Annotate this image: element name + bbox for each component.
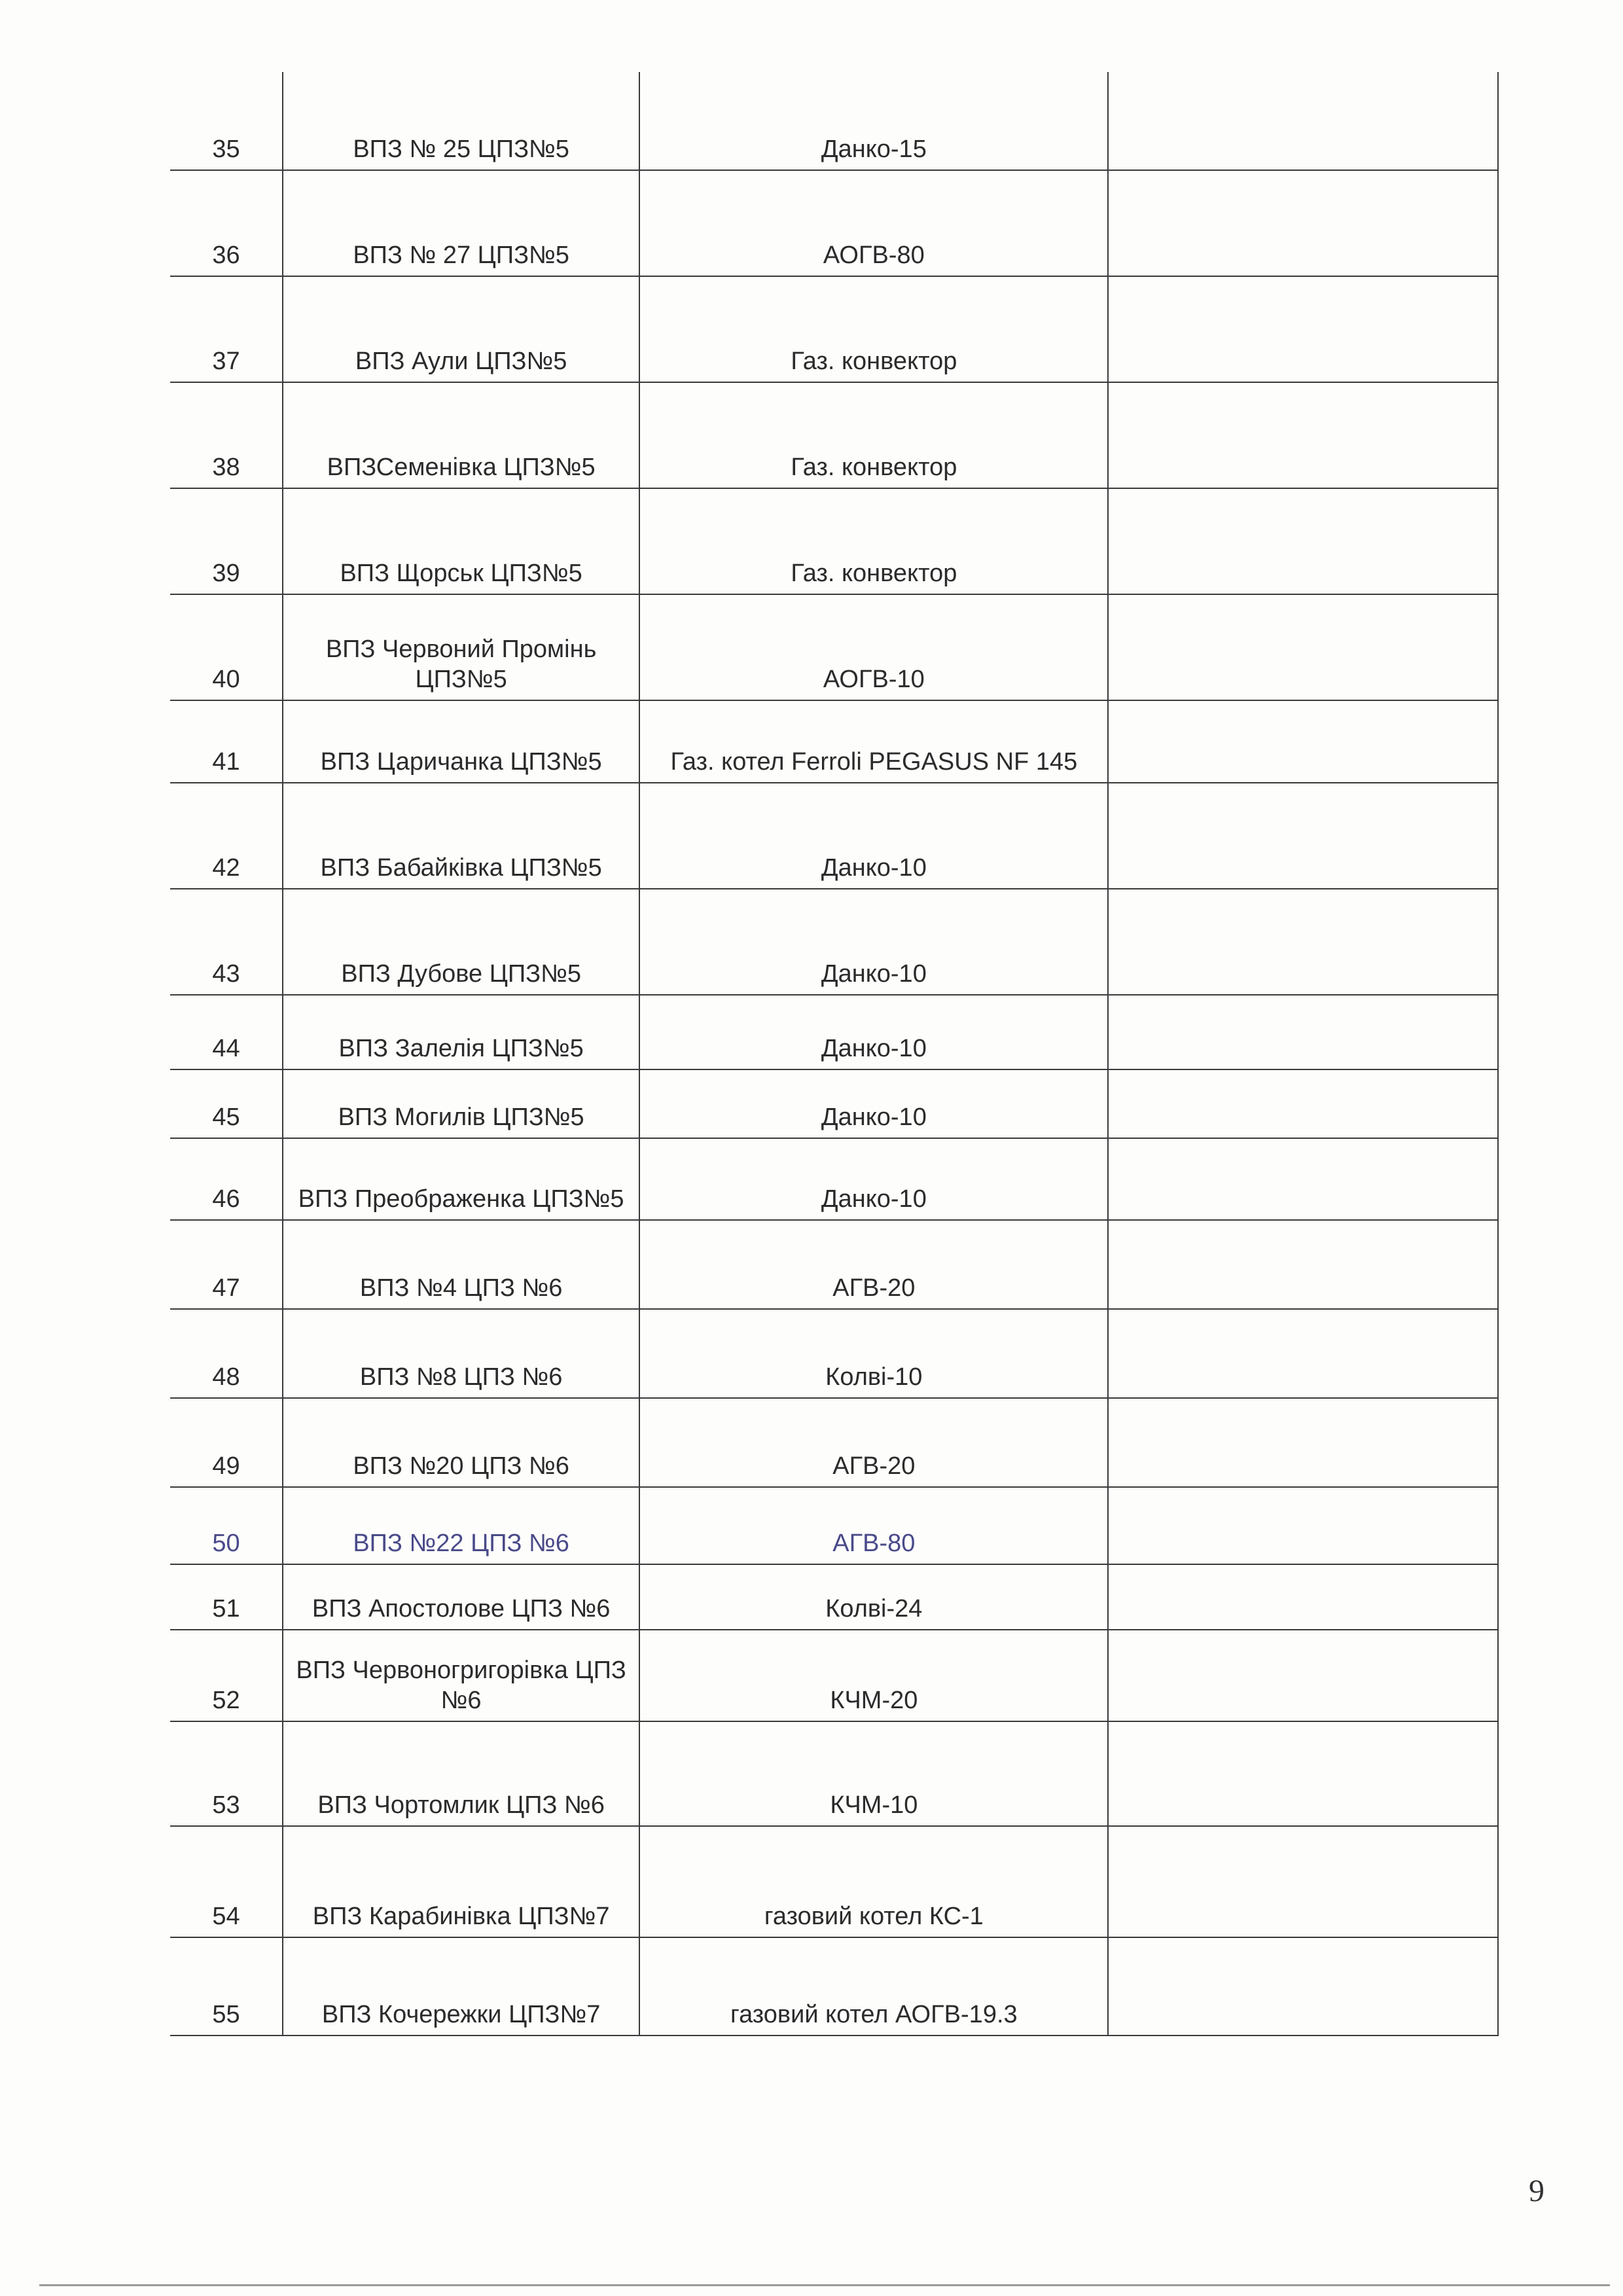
site-name: ВПЗ Могилів ЦПЗ№5 (283, 1069, 639, 1138)
site-name: ВПЗ Червоногригорівка ЦПЗ №6 (283, 1630, 639, 1721)
extra-cell (1108, 1069, 1498, 1138)
equipment-name: Данко-10 (639, 1138, 1108, 1220)
equipment-name: Колві-24 (639, 1564, 1108, 1630)
equipment-name: газовий котел КС-1 (639, 1826, 1108, 1937)
site-name: ВПЗ №4 ЦПЗ №6 (283, 1220, 639, 1309)
extra-cell (1108, 995, 1498, 1069)
site-name: ВПЗ Червоний Промінь ЦПЗ№5 (283, 594, 639, 700)
equipment-name: АГВ-20 (639, 1398, 1108, 1487)
site-name: ВПЗ №22 ЦПЗ №6 (283, 1487, 639, 1564)
row-number: 40 (170, 594, 283, 700)
table-row (170, 488, 1498, 594)
equipment-name: Данко-10 (639, 783, 1108, 889)
equipment-name: КЧМ-10 (639, 1721, 1108, 1826)
row-number: 52 (170, 1630, 283, 1721)
site-name: ВПЗ Карабинівка ЦПЗ№7 (283, 1826, 639, 1937)
site-name: ВПЗ Аули ЦПЗ№5 (283, 276, 639, 382)
site-name: ВПЗ № 25 ЦПЗ№5 (283, 72, 639, 170)
extra-cell (1108, 700, 1498, 783)
row-number: 54 (170, 1826, 283, 1937)
table-row (170, 783, 1498, 889)
row-number: 48 (170, 1309, 283, 1398)
table-row (170, 889, 1498, 995)
site-name: ВПЗ Преображенка ЦПЗ№5 (283, 1138, 639, 1220)
extra-cell (1108, 1721, 1498, 1826)
row-number: 45 (170, 1069, 283, 1138)
extra-cell (1108, 1937, 1498, 2036)
extra-cell (1108, 1487, 1498, 1564)
site-name: ВПЗ № 27 ЦПЗ№5 (283, 170, 639, 276)
site-name: ВПЗ Царичанка ЦПЗ№5 (283, 700, 639, 783)
table-row (170, 1309, 1498, 1398)
equipment-name: КЧМ-20 (639, 1630, 1108, 1721)
table-row (170, 1630, 1498, 1721)
equipment-table (170, 72, 1499, 2036)
table-row (170, 1487, 1498, 1564)
row-number: 53 (170, 1721, 283, 1826)
equipment-name: АОГВ-80 (639, 170, 1108, 276)
page-number: 9 (1529, 2174, 1544, 2208)
extra-cell (1108, 382, 1498, 488)
equipment-name: Газ. конвектор (639, 276, 1108, 382)
extra-cell (1108, 1220, 1498, 1309)
row-number: 51 (170, 1564, 283, 1630)
equipment-name: Данко-10 (639, 995, 1108, 1069)
extra-cell (1108, 783, 1498, 889)
row-number: 50 (170, 1487, 283, 1564)
site-name: ВПЗ Дубове ЦПЗ№5 (283, 889, 639, 995)
site-name: ВПЗСеменівка ЦПЗ№5 (283, 382, 639, 488)
scan-edge-divider (39, 2284, 1610, 2286)
site-name: ВПЗ Апостолове ЦПЗ №6 (283, 1564, 639, 1630)
table-row (170, 1826, 1498, 1937)
equipment-name: газовий котел АОГВ-19.3 (639, 1937, 1108, 2036)
extra-cell (1108, 1309, 1498, 1398)
equipment-name: АОГВ-10 (639, 594, 1108, 700)
row-number: 43 (170, 889, 283, 995)
row-number: 42 (170, 783, 283, 889)
table-row (170, 995, 1498, 1069)
equipment-name: Колві-10 (639, 1309, 1108, 1398)
extra-cell (1108, 1630, 1498, 1721)
table-row (170, 1937, 1498, 2036)
site-name: ВПЗ Бабайківка ЦПЗ№5 (283, 783, 639, 889)
extra-cell (1108, 170, 1498, 276)
row-number: 39 (170, 488, 283, 594)
table-row (170, 700, 1498, 783)
row-number: 41 (170, 700, 283, 783)
extra-cell (1108, 1826, 1498, 1937)
row-number: 36 (170, 170, 283, 276)
row-number: 38 (170, 382, 283, 488)
site-name: ВПЗ №8 ЦПЗ №6 (283, 1309, 639, 1398)
equipment-name: АГВ-80 (639, 1487, 1108, 1564)
site-name: ВПЗ Кочережки ЦПЗ№7 (283, 1937, 639, 2036)
site-name: ВПЗ №20 ЦПЗ №6 (283, 1398, 639, 1487)
site-name: ВПЗ Чортомлик ЦПЗ №6 (283, 1721, 639, 1826)
row-number: 37 (170, 276, 283, 382)
equipment-name: Данко-10 (639, 889, 1108, 995)
table-row (170, 170, 1498, 276)
extra-cell (1108, 488, 1498, 594)
table-row (170, 1564, 1498, 1630)
equipment-name: Данко-15 (639, 72, 1108, 170)
equipment-name: Газ. конвектор (639, 382, 1108, 488)
extra-cell (1108, 1398, 1498, 1487)
row-number: 47 (170, 1220, 283, 1309)
extra-cell (1108, 72, 1498, 170)
table-row (170, 276, 1498, 382)
extra-cell (1108, 594, 1498, 700)
table-row (170, 594, 1498, 700)
row-number: 35 (170, 72, 283, 170)
table-row (170, 1398, 1498, 1487)
table-row (170, 1069, 1498, 1138)
table-row (170, 72, 1498, 170)
row-number: 55 (170, 1937, 283, 2036)
extra-cell (1108, 889, 1498, 995)
extra-cell (1108, 276, 1498, 382)
row-number: 46 (170, 1138, 283, 1220)
row-number: 44 (170, 995, 283, 1069)
site-name: ВПЗ Залелія ЦПЗ№5 (283, 995, 639, 1069)
equipment-name: Газ. котел Ferroli PEGASUS NF 145 (639, 700, 1108, 783)
equipment-name: Газ. конвектор (639, 488, 1108, 594)
extra-cell (1108, 1138, 1498, 1220)
table-row (170, 1220, 1498, 1309)
table-row (170, 1721, 1498, 1826)
row-number: 49 (170, 1398, 283, 1487)
table-row (170, 382, 1498, 488)
equipment-name: Данко-10 (639, 1069, 1108, 1138)
site-name: ВПЗ Щорськ ЦПЗ№5 (283, 488, 639, 594)
extra-cell (1108, 1564, 1498, 1630)
table-row (170, 1138, 1498, 1220)
equipment-name: АГВ-20 (639, 1220, 1108, 1309)
